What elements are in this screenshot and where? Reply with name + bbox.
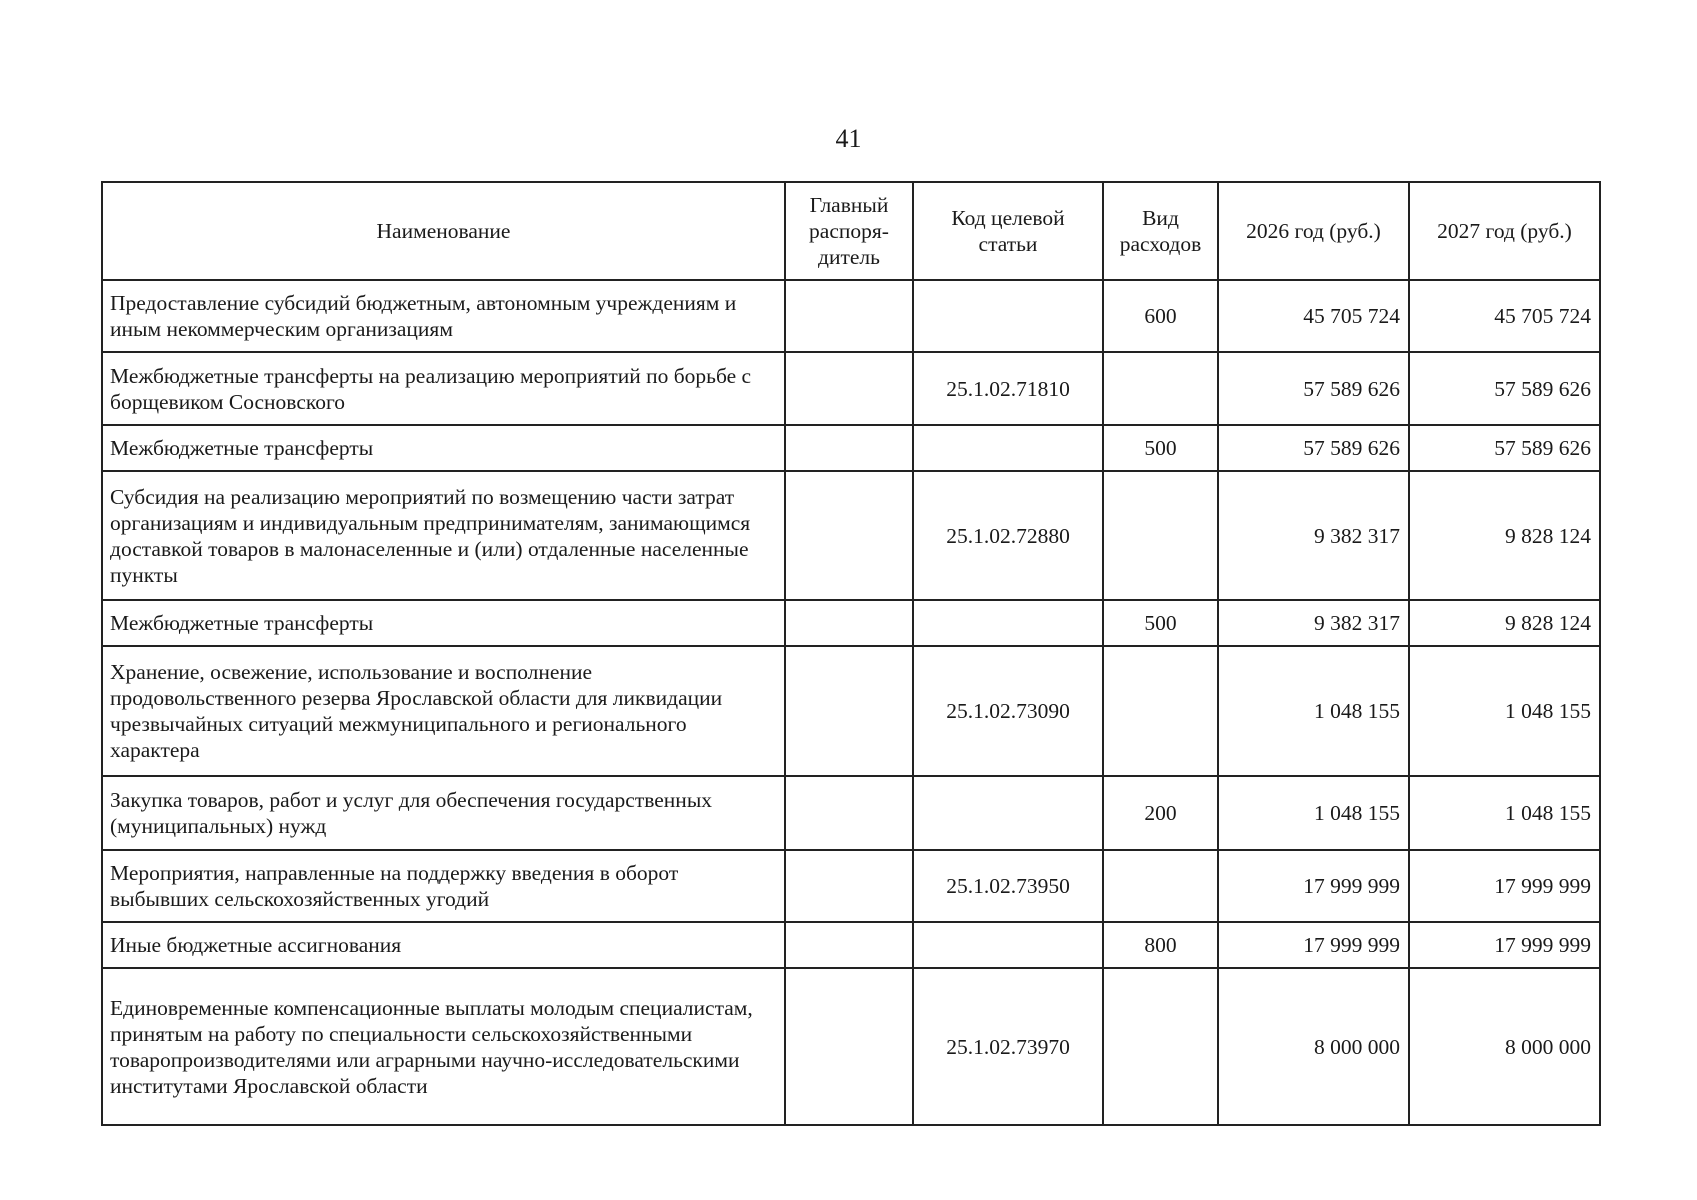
row-manager (785, 850, 913, 922)
row-amount-2026: 9 382 317 (1218, 471, 1409, 600)
row-code: 25.1.02.71810 (913, 352, 1103, 425)
row-manager (785, 352, 913, 425)
row-amount-2026: 17 999 999 (1218, 922, 1409, 968)
row-expense-type: 500 (1103, 600, 1218, 646)
row-name: Предоставление субсидий бюджетным, автономным учреждениям и иным некоммерческим организациям (102, 280, 785, 352)
row-code (913, 425, 1103, 471)
row-name: Иные бюджетные ассигнования (102, 922, 785, 968)
row-code (913, 600, 1103, 646)
row-code (913, 280, 1103, 352)
table-row (102, 425, 1600, 471)
row-amount-2026: 8 000 000 (1218, 968, 1409, 1125)
row-amount-2027: 8 000 000 (1409, 968, 1600, 1125)
row-expense-type: 600 (1103, 280, 1218, 352)
row-manager (785, 425, 913, 471)
row-expense-type: 500 (1103, 425, 1218, 471)
row-name: Единовременные компенсационные выплаты молодым специалистам, принятым на работу по специальности сельскохозяйственными товаропроизводителями или аграрными научно-исследовательскими институтами Ярославской области (102, 968, 785, 1125)
row-expense-type (1103, 646, 1218, 776)
row-amount-2026: 9 382 317 (1218, 600, 1409, 646)
table-row (102, 776, 1600, 850)
row-amount-2027: 57 589 626 (1409, 425, 1600, 471)
header-name: Наименование (102, 182, 785, 280)
row-expense-type: 200 (1103, 776, 1218, 850)
header-year-2026: 2026 год (руб.) (1218, 182, 1409, 280)
row-code (913, 776, 1103, 850)
table-row (102, 922, 1600, 968)
header-year-2027: 2027 год (руб.) (1409, 182, 1600, 280)
row-amount-2027: 45 705 724 (1409, 280, 1600, 352)
table-row (102, 280, 1600, 352)
row-name: Мероприятия, направленные на поддержку введения в оборот выбывших сельскохозяйственных угодий (102, 850, 785, 922)
header-expense-type: Вид расходов (1103, 182, 1218, 280)
row-amount-2026: 45 705 724 (1218, 280, 1409, 352)
row-amount-2027: 9 828 124 (1409, 471, 1600, 600)
row-name: Межбюджетные трансферты (102, 425, 785, 471)
row-code: 25.1.02.73090 (913, 646, 1103, 776)
table-row (102, 600, 1600, 646)
row-code: 25.1.02.73970 (913, 968, 1103, 1125)
row-amount-2027: 9 828 124 (1409, 600, 1600, 646)
table-row (102, 646, 1600, 776)
row-amount-2026: 57 589 626 (1218, 425, 1409, 471)
row-manager (785, 280, 913, 352)
row-amount-2027: 57 589 626 (1409, 352, 1600, 425)
header-row (102, 182, 1600, 280)
table-row (102, 968, 1600, 1125)
row-code: 25.1.02.73950 (913, 850, 1103, 922)
row-name: Субсидия на реализацию мероприятий по возмещению части затрат организациям и индивидуальным предпринимателям, занимающимся доставкой товаров в малонаселенные и (или) отдаленные населенные пункты (102, 471, 785, 600)
table-row (102, 352, 1600, 425)
row-name: Межбюджетные трансферты (102, 600, 785, 646)
table-body (102, 280, 1600, 1125)
row-amount-2027: 17 999 999 (1409, 850, 1600, 922)
row-manager (785, 646, 913, 776)
row-amount-2026: 1 048 155 (1218, 646, 1409, 776)
row-name: Межбюджетные трансферты на реализацию мероприятий по борьбе с борщевиком Сосновского (102, 352, 785, 425)
budget-table (101, 181, 1601, 1126)
row-amount-2027: 1 048 155 (1409, 776, 1600, 850)
row-name: Закупка товаров, работ и услуг для обеспечения государственных (муниципальных) нужд (102, 776, 785, 850)
row-amount-2026: 17 999 999 (1218, 850, 1409, 922)
row-expense-type (1103, 352, 1218, 425)
header-code: Код целевой статьи (913, 182, 1103, 280)
row-manager (785, 968, 913, 1125)
page-number: 41 (835, 124, 862, 153)
row-amount-2027: 17 999 999 (1409, 922, 1600, 968)
row-manager (785, 922, 913, 968)
row-code (913, 922, 1103, 968)
row-expense-type (1103, 471, 1218, 600)
table-header (102, 182, 1600, 280)
row-expense-type (1103, 850, 1218, 922)
table-row (102, 850, 1600, 922)
row-expense-type (1103, 968, 1218, 1125)
row-amount-2026: 1 048 155 (1218, 776, 1409, 850)
row-manager (785, 776, 913, 850)
row-amount-2026: 57 589 626 (1218, 352, 1409, 425)
header-manager: Главный распоря-дитель (785, 182, 913, 280)
row-name: Хранение, освежение, использование и восполнение продовольственного резерва Ярославской области для ликвидации чрезвычайных ситуаций межмуниципального и регионального характера (102, 646, 785, 776)
row-manager (785, 471, 913, 600)
row-manager (785, 600, 913, 646)
row-expense-type: 800 (1103, 922, 1218, 968)
row-amount-2027: 1 048 155 (1409, 646, 1600, 776)
table-row (102, 471, 1600, 600)
row-code: 25.1.02.72880 (913, 471, 1103, 600)
